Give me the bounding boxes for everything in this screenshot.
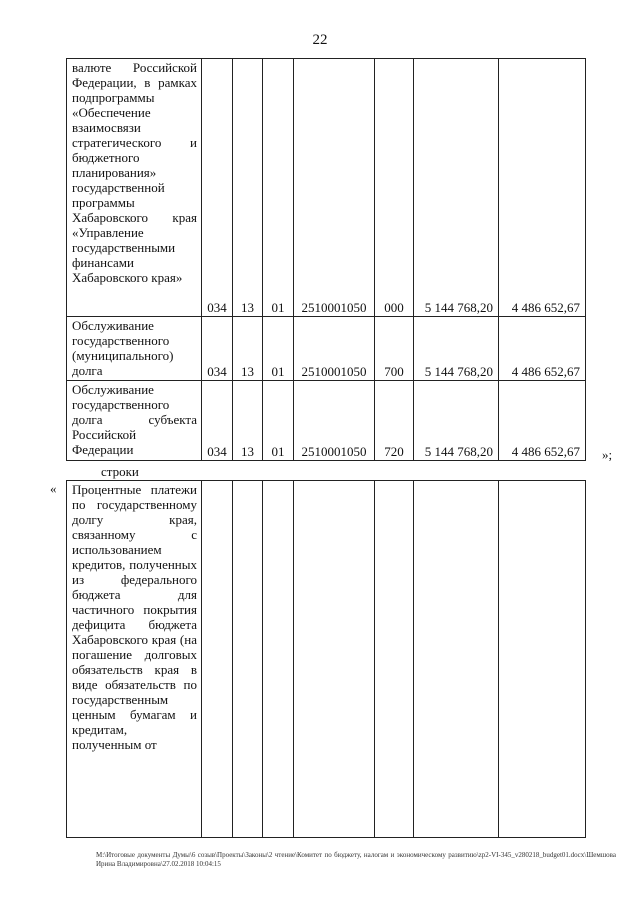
row-name-cell: валюте Российской Федерации, в рамках подпрограммы «Обеспечение взаимосвязи стратегического и бюджетного планирования» государственной программы Хабаровского края «Управление государственными финансами Хабаровского края» — [67, 59, 202, 317]
sum2-cell — [499, 481, 586, 838]
sum1-cell — [414, 481, 499, 838]
opening-quote-mark: « — [50, 481, 57, 496]
pr-cell: 01 — [263, 381, 294, 461]
page-number: 22 — [312, 32, 328, 48]
vr-cell — [375, 481, 414, 838]
rz-cell: 13 — [233, 317, 263, 381]
row-name-cell: Процентные платежи по государственному долгу края, связанному с использованием кредитов, полученных из федерального бюджета для частичного покрытия дефицита бюджета Хабаровского края (на погашение долговых обязательств края в виде обязательств по государственным ценным бумагам и кредитам, полученным от — [67, 481, 202, 838]
budget-table-bottom — [66, 480, 586, 838]
table-row — [67, 59, 586, 317]
row-name-cell: Обслуживание государственного долга субъекта Российской Федерации — [67, 381, 202, 461]
row-name-cell: Обслуживание государственного (муниципального) долга — [67, 317, 202, 381]
pr-cell: 01 — [263, 317, 294, 381]
csr-cell: 2510001050 — [294, 59, 375, 317]
rz-cell: 13 — [233, 381, 263, 461]
footer-file-path: M:\Итоговые документы Думы\6 созыв\Проекты\Законы\2 чтение\Комитет по бюджету, налогам и экономическому развитию\zp2-VI-345_v280218_budget01.docx\Шемшова Ирина Владимировна\27.02.2018 10:04:15 — [96, 851, 616, 868]
sum2-cell: 4 486 652,67 — [499, 381, 586, 461]
pr-cell — [263, 481, 294, 838]
csr-cell — [294, 481, 375, 838]
glv-cell: 034 — [202, 381, 233, 461]
rz-cell — [233, 481, 263, 838]
budget-table-top — [66, 58, 586, 461]
table-row — [67, 317, 586, 381]
sum2-cell: 4 486 652,67 — [499, 59, 586, 317]
sum1-cell: 5 144 768,20 — [414, 317, 499, 381]
closing-quote-mark: »; — [602, 447, 613, 462]
sum1-cell: 5 144 768,20 — [414, 59, 499, 317]
glv-cell: 034 — [202, 317, 233, 381]
sum1-cell: 5 144 768,20 — [414, 381, 499, 461]
vr-cell: 720 — [375, 381, 414, 461]
table-row — [67, 381, 586, 461]
pr-cell: 01 — [263, 59, 294, 317]
glv-cell: 034 — [202, 59, 233, 317]
vr-cell: 700 — [375, 317, 414, 381]
vr-cell: 000 — [375, 59, 414, 317]
glv-cell — [202, 481, 233, 838]
table-row — [67, 481, 586, 838]
lines-word: строки — [101, 464, 139, 479]
rz-cell: 13 — [233, 59, 263, 317]
sum2-cell: 4 486 652,67 — [499, 317, 586, 381]
csr-cell: 2510001050 — [294, 381, 375, 461]
csr-cell: 2510001050 — [294, 317, 375, 381]
